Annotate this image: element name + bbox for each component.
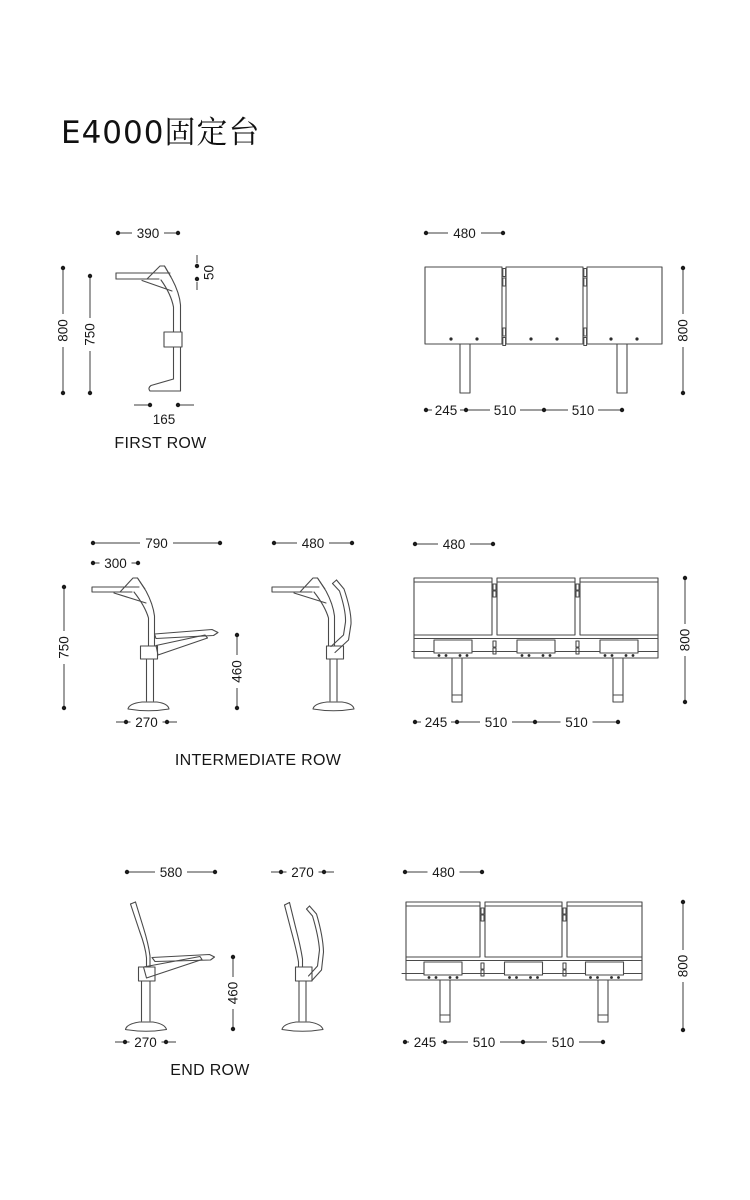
column-lower bbox=[299, 981, 306, 1021]
dim-end-front-bottom bbox=[403, 1035, 605, 1050]
panel-2 bbox=[497, 578, 575, 635]
dim-text: 510 bbox=[472, 1034, 496, 1050]
first-row-side-figure bbox=[116, 266, 182, 391]
label-end-row: END ROW bbox=[170, 1062, 250, 1079]
dim-text: 510 bbox=[565, 714, 588, 730]
intermediate-front-figure bbox=[412, 578, 658, 702]
folded-seat-outer bbox=[335, 580, 351, 653]
dim-text: 800 bbox=[55, 319, 71, 342]
foot bbox=[149, 379, 181, 391]
dim-text: 510 bbox=[484, 714, 508, 730]
dim-int-side-460 bbox=[230, 633, 245, 710]
dim-int-side-790 bbox=[91, 536, 222, 551]
dim-int-front-480 bbox=[413, 537, 495, 552]
dim-text: 580 bbox=[159, 864, 183, 880]
end-row-folded-view bbox=[271, 865, 334, 1031]
dim-text: 460 bbox=[229, 660, 245, 683]
dim-end-front-480 bbox=[403, 865, 484, 880]
dim-text: 480 bbox=[442, 536, 466, 552]
dim-first-front-480 bbox=[424, 226, 505, 241]
dim-first-side-390 bbox=[116, 226, 180, 241]
leg-right bbox=[617, 344, 627, 393]
intermediate-row-side-view bbox=[57, 536, 245, 730]
desk bbox=[92, 587, 139, 592]
dim-text: 790 bbox=[145, 535, 168, 551]
foot bbox=[126, 1022, 167, 1031]
desk-gusset bbox=[294, 593, 326, 603]
dim-int-side-750 bbox=[57, 585, 72, 710]
dim-text: 480 bbox=[432, 864, 455, 880]
seat bbox=[152, 955, 215, 962]
foot bbox=[313, 702, 354, 711]
dim-end-front-800 bbox=[676, 900, 691, 1032]
desk-gusset bbox=[114, 593, 146, 603]
end-front-figure bbox=[402, 902, 642, 1022]
first-row-front-figure bbox=[425, 267, 662, 393]
desk bbox=[272, 587, 319, 592]
intermediate-row-front-view bbox=[412, 537, 693, 730]
panel-top-blade bbox=[120, 578, 145, 592]
dim-int-front-800 bbox=[678, 576, 693, 704]
column-bracket bbox=[164, 332, 182, 347]
panel-2 bbox=[506, 267, 583, 344]
dim-end-folded-270 bbox=[271, 865, 334, 880]
panel-3 bbox=[580, 578, 658, 635]
folded-seat-2 bbox=[505, 962, 543, 975]
end-folded-figure bbox=[282, 903, 324, 1032]
dim-text: 245 bbox=[424, 714, 448, 730]
dim-text: 270 bbox=[135, 714, 158, 730]
backrest-outer bbox=[285, 905, 299, 967]
label-intermediate-row: INTERMEDIATE ROW bbox=[174, 752, 342, 769]
dim-first-side-165 bbox=[134, 403, 194, 427]
intermediate-folded-figure bbox=[272, 578, 354, 711]
panel-1 bbox=[406, 902, 480, 957]
dim-int-side-300 bbox=[91, 556, 140, 571]
dim-end-side-460 bbox=[226, 955, 241, 1031]
dim-text: 750 bbox=[82, 323, 98, 346]
first-row-side-view bbox=[56, 226, 217, 427]
end-row-side-view bbox=[115, 865, 241, 1050]
column-outer bbox=[165, 266, 181, 332]
end-side-figure bbox=[126, 902, 215, 1031]
dim-text: 750 bbox=[56, 636, 72, 659]
dim-text: 245 bbox=[434, 402, 458, 418]
dim-int-front-bottom bbox=[413, 715, 620, 730]
dim-text: 300 bbox=[104, 555, 127, 571]
first-row-front-view bbox=[424, 226, 691, 418]
dim-end-side-270 bbox=[115, 1035, 176, 1050]
dim-text: 165 bbox=[152, 412, 176, 427]
dim-first-front-bottom bbox=[424, 403, 624, 418]
dim-int-side-270 bbox=[116, 715, 177, 730]
label-first-row: FIRST ROW bbox=[114, 435, 207, 452]
folded-seat-3 bbox=[600, 640, 638, 653]
dim-text: 390 bbox=[136, 225, 160, 241]
dim-first-side-800 bbox=[56, 266, 71, 395]
foot bbox=[282, 1022, 323, 1031]
column-bracket bbox=[296, 967, 313, 981]
dim-end-side-580 bbox=[125, 865, 217, 880]
dim-text: 50 bbox=[201, 264, 217, 281]
dim-text: 270 bbox=[134, 1034, 157, 1050]
dim-text: 510 bbox=[493, 402, 517, 418]
dim-text: 460 bbox=[225, 981, 241, 1005]
dim-text: 800 bbox=[675, 954, 691, 978]
dim-first-side-750 bbox=[83, 274, 98, 395]
dim-int-folded-480 bbox=[272, 536, 354, 551]
folded-seat-inner bbox=[331, 584, 346, 647]
page-title: E4000固定台 bbox=[61, 115, 261, 151]
dim-text: 480 bbox=[453, 225, 476, 241]
leg-right bbox=[598, 980, 608, 1022]
dim-text: 800 bbox=[675, 319, 691, 342]
panel-3 bbox=[567, 902, 642, 957]
dim-first-side-50 bbox=[195, 255, 217, 290]
folded-seat-1 bbox=[434, 640, 472, 653]
backrest-inner bbox=[136, 902, 151, 967]
dim-text: 510 bbox=[571, 402, 595, 418]
dim-text: 245 bbox=[413, 1034, 437, 1050]
column-bracket bbox=[139, 967, 156, 981]
backrest-inner bbox=[290, 903, 303, 968]
seat bbox=[155, 630, 219, 639]
dim-text: 800 bbox=[677, 628, 693, 652]
panel-2 bbox=[485, 902, 562, 957]
column-lower bbox=[142, 981, 151, 1021]
end-row-front-view bbox=[402, 865, 691, 1050]
leg-left bbox=[460, 344, 470, 393]
column-bracket bbox=[141, 646, 158, 659]
folded-seat-1 bbox=[424, 962, 462, 975]
intermediate-side-figure bbox=[92, 578, 218, 711]
foot bbox=[128, 702, 169, 711]
intermediate-row-folded-view bbox=[272, 536, 354, 711]
folded-seat-2 bbox=[517, 640, 555, 653]
column-lower bbox=[330, 659, 337, 701]
dim-first-front-800 bbox=[676, 266, 691, 395]
dim-text: 510 bbox=[551, 1034, 575, 1050]
panel-3 bbox=[587, 267, 662, 344]
folded-seat-3 bbox=[586, 962, 624, 975]
panel-1 bbox=[414, 578, 492, 635]
panel-1 bbox=[425, 267, 502, 344]
column-lower bbox=[147, 659, 154, 701]
leg-left bbox=[440, 980, 450, 1022]
dim-text: 270 bbox=[291, 864, 314, 880]
panel-top-blade bbox=[300, 578, 325, 592]
dim-text: 480 bbox=[301, 535, 325, 551]
desk-gusset bbox=[142, 281, 172, 292]
